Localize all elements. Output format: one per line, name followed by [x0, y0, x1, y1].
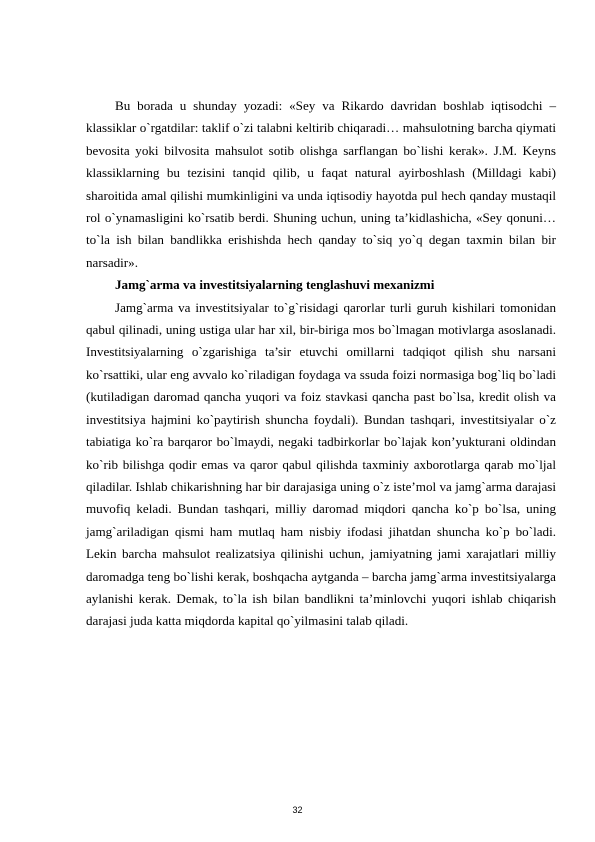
- page-number: 32: [292, 805, 303, 815]
- section-heading: Jamg`arma va investitsiyalarning tenglashuvi mexanizmi: [115, 277, 435, 293]
- paragraph-savings-investment: Jamg`arma va investitsiyalar to`g`risidagi qarorlar turli guruh kishilari tomonidan qabul qilinadi, uning ustiga ular har xil, bir-biriga mos bo`lmagan motivlarga asoslanadi. Investitsiyalarning o`zgarishiga ta’sir etuvchi omillarni tadqiqot qilish shu narsani ko`rsattiki, ular eng avvalo ko`riladigan foydaga va ssuda foizi normasiga bog`liq bo`ladi (kutiladigan daromad qancha yuqori va foiz stavkasi qancha past bo`lsa, kredit olish va investitsiya hajmini ko`paytirish shuncha foydali). Bundan tashqari, investitsiyalar o`z tabiatiga ko`ra barqaror bo`lmaydi, negaki tadbirkorlar bo`lajak kon’yukturani oldindan ko`rib bilishga qodir emas va qaror qabul qilishda taxminiy axborotlarga qarab mo`ljal qiladilar. Ishlab chikarishning har bir darajasiga uning o`z iste’mol va jamg`arma darajasi muvofiq keladi. Bundan tashqari, milliy daromad miqdori qancha ko`p bo`lsa, uning jamg`ariladigan qismi ham mutlaq ham nisbiy ifodasi jihatdan shuncha ko`p bo`ladi. Lekin barcha mahsulot realizatsiya qilinishi uchun, jamiyatning jami xarajatlari milliy daromadga teng bo`lishi kerak, boshqacha aytganda – barcha jamg`arma investitsiyalarga aylanishi kerak. Demak, to`la ish bilan bandlikni ta’minlovchi yuqori ishlab chiqarish darajasi juda katta miqdorda kapital qo`yilmasini talab qiladi.: [86, 299, 556, 629]
- paragraph-keynes-critique: Bu borada u shunday yozadi: «Sey va Rikardo davridan boshlab iqtisodchi – klassiklar o`rgatdilar: taklif o`zi talabni keltirib chiqaradi… mahsulotning barcha qiymati bevosita yoki bilvosita mahsulot sotib olishga sarflangan bo`lishi kerak». J.M. Keyns klassiklarning bu tezisini tanqid qilib, u faqat natural ayirboshlash (Milldagi kabi) sharoitida amal qilishi mumkinligini va unda iqtisodiy hayotda pul hech qanday mustaqil rol o`ynamasligini ko`rsatib berdi. Shuning uchun, uning ta’kidlashicha, «Sey qonuni… to`la ish bilan bandlikka erishishda hech qanday to`siq yo`q degan taxmin bilan bir narsadir».: [86, 98, 556, 270]
- page-body: [86, 95, 556, 633]
